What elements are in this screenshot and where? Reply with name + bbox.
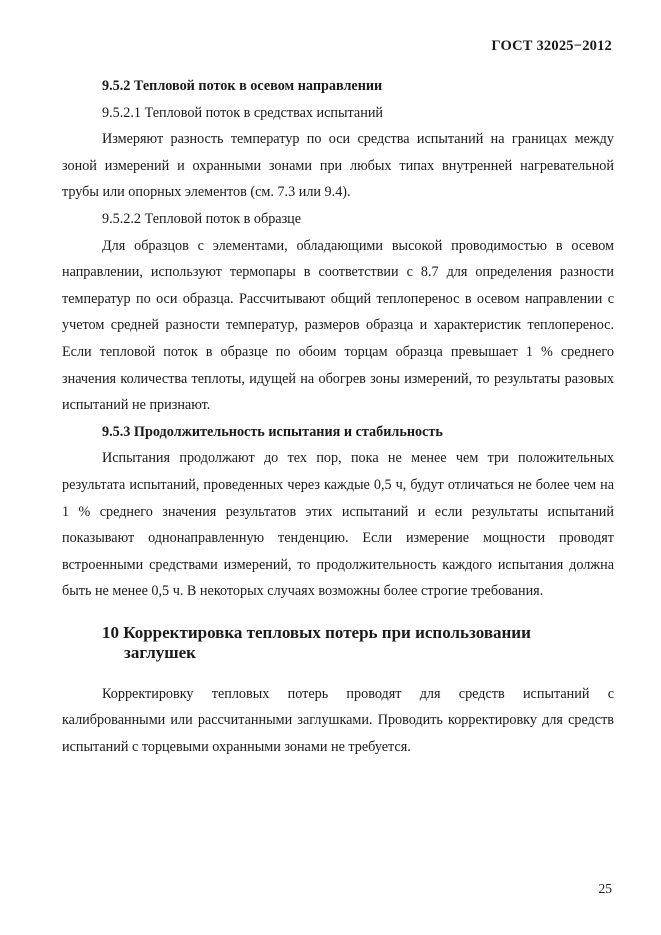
paragraph-9-5-2-2: Для образцов с элементами, обладающими высокой проводимостью в осевом направлении, используют термопары в соответствии с 8.7 для определения разности температур по оси образца. Рассчитывают общий теплоперенос в осевом направлении с учетом средней разности температур, размеров образца и характеристик теплоперенос. Если тепловой поток в образце по обоим торцам образца превышает 1 % среднего значения количества теплоты, идущей на обогрев зоны измерений, то результаты разовых испытаний не признают. — [62, 237, 614, 414]
paragraph-9-5-2-1: Измеряют разность температур по оси средства испытаний на границах между зоной измерений и охранными зонами при любых типах внутренней нагревательной трубы или опорных элементов (см. 7.3 или 9.4). — [62, 131, 614, 201]
document-id-header: ГОСТ 32025−2012 — [491, 38, 612, 54]
section-10-title-line2: заглушек — [124, 642, 196, 662]
paragraph-9-5-3: Испытания продолжают до тех пор, пока не менее чем три положительных результата испытаний, проведенных через каждые 0,5 ч, будут отличаться не более чем на 1 % среднего значения результатов этих испытаний и если результаты испытаний показывают однонаправленную тенденцию. Если измерение мощности проводят встроенными средствами измерений, то продолжительность каждого испытания должна быть не менее 0,5 ч. В некоторых случаях возможны более строгие требования. — [62, 450, 614, 600]
heading-9-5-2-2: 9.5.2.2 Тепловой поток в образце — [102, 210, 302, 227]
paragraph-10: Корректировку тепловых потерь проводят для средств испытаний с калиброванными или рассчитанными заглушками. Проводить корректировку для средств испытаний с торцевыми охранными зонами не требуется. — [62, 685, 614, 756]
document-body — [62, 73, 614, 761]
section-10-title — [62, 623, 614, 663]
page-number: 25 — [598, 881, 612, 896]
section-10-title-line1: 10 Корректировка тепловых потерь при использовании — [102, 622, 531, 642]
heading-9-5-2-1: 9.5.2.1 Тепловой поток в средствах испытаний — [102, 104, 384, 121]
heading-9-5-2: 9.5.2 Тепловой поток в осевом направлении — [102, 78, 383, 94]
heading-9-5-3: 9.5.3 Продолжительность испытания и стабильность — [102, 423, 443, 440]
